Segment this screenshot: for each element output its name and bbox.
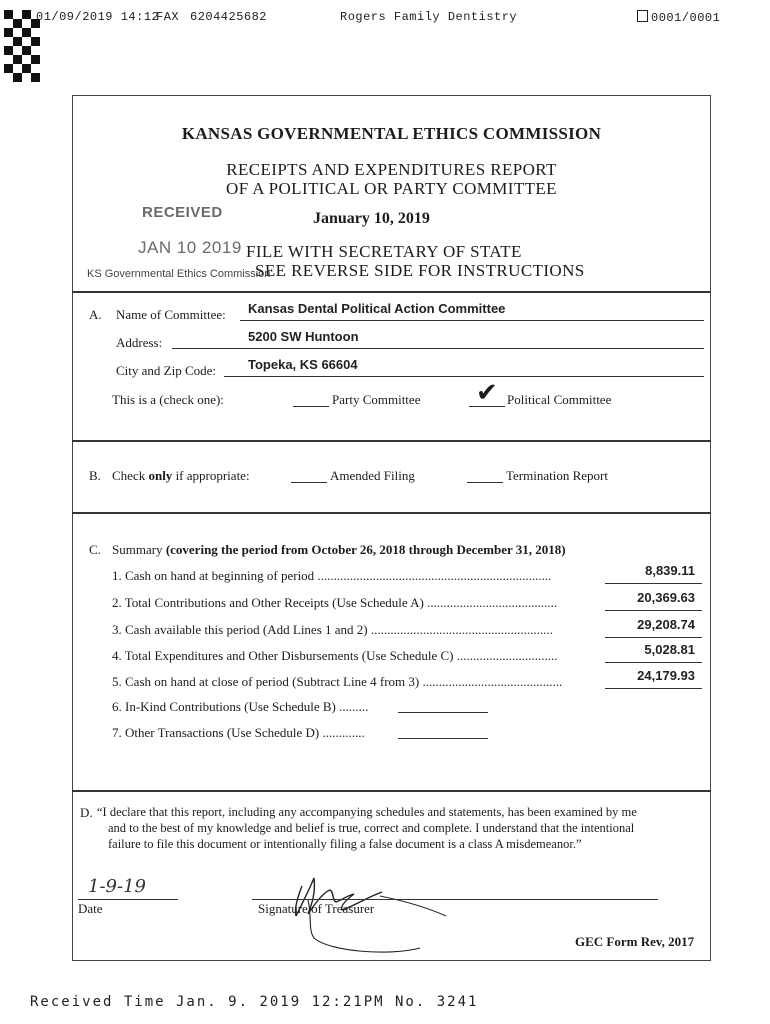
form-revision: GEC Form Rev, 2017 — [575, 934, 695, 949]
committee-type-label: This is a (check one): — [112, 392, 224, 407]
address-line — [172, 348, 704, 349]
committee-name-label: Name of Committee: — [116, 307, 226, 322]
signature-line — [252, 899, 658, 900]
committee-name-value: Kansas Dental Political Action Committee — [248, 301, 506, 316]
section-d-letter: D. — [80, 805, 93, 820]
reverse-side-instruction: SEE REVERSE SIDE FOR INSTRUCTIONS — [255, 261, 585, 280]
fax-page-count — [637, 10, 720, 25]
fax-page-icon — [637, 10, 648, 22]
summary-line-7: 7. Other Transactions (Use Schedule D) ............. — [112, 725, 365, 740]
summary-amount-line-1 — [605, 583, 702, 584]
summary-amount-line-3 — [605, 637, 702, 638]
amended-filing-checkbox[interactable] — [291, 482, 327, 483]
summary-line-4: 4. Total Expenditures and Other Disbursements (Use Schedule C) ............................... — [112, 648, 558, 663]
section-divider — [72, 512, 711, 514]
summary-amount-line-5 — [605, 688, 702, 689]
termination-report-checkbox[interactable] — [467, 482, 503, 483]
summary-heading — [112, 542, 566, 558]
received-time-footer: Received Time Jan. 9. 2019 12:21PM No. 3241 — [30, 994, 479, 1010]
section-b-label — [112, 468, 250, 484]
declaration-line-2: and to the best of my knowledge and belief is true, correct and complete. I understand that the intentional — [108, 821, 635, 835]
section-b-letter: B. — [89, 468, 101, 483]
party-committee-option: Party Committee — [332, 392, 421, 407]
address-value: 5200 SW Huntoon — [248, 329, 359, 344]
received-stamp-agency: KS Governmental Ethics Commission — [87, 268, 271, 280]
fax-datetime: 01/09/2019 14:12 — [36, 10, 160, 24]
summary-amount-line-4 — [605, 662, 702, 663]
city-zip-label: City and Zip Code: — [116, 363, 217, 378]
report-title-line2: OF A POLITICAL OR PARTY COMMITTEE — [226, 179, 557, 198]
political-committee-option: Political Committee — [507, 392, 612, 407]
section-divider — [72, 790, 711, 792]
section-c-letter: C. — [89, 542, 101, 557]
received-stamp: RECEIVED — [142, 204, 223, 221]
summary-amount-line-6 — [398, 712, 488, 713]
declaration-line-1: “I declare that this report, including any accompanying schedules and statements, has been examined by me — [97, 805, 637, 819]
checkmark-icon: ✔ — [476, 378, 498, 407]
section-b-label-pre: Check — [112, 468, 146, 483]
summary-label: Summary — [112, 542, 163, 557]
fax-number: 6204425682 — [190, 10, 268, 24]
summary-period: (covering the period from October 26, 2018 through December 31, 2018) — [165, 542, 566, 557]
summary-amount-1: 8,839.11 — [645, 563, 695, 578]
summary-amount-line-2 — [605, 610, 702, 611]
section-divider — [72, 440, 711, 442]
summary-amount-4: 5,028.81 — [644, 642, 695, 657]
fax-label: FAX — [156, 10, 180, 24]
section-b-label-post: if appropriate: — [175, 468, 250, 483]
termination-report-option: Termination Report — [506, 468, 608, 483]
fax-checker-pattern — [4, 10, 40, 90]
committee-name-line — [240, 320, 704, 321]
agency-title: KANSAS GOVERNMENTAL ETHICS COMMISSION — [181, 124, 602, 143]
file-with-instruction: FILE WITH SECRETARY OF STATE — [246, 242, 522, 261]
section-a-letter: A. — [89, 307, 102, 322]
address-label: Address: — [116, 335, 163, 350]
summary-line-6: 6. In-Kind Contributions (Use Schedule B) ......... — [112, 699, 369, 714]
party-committee-checkbox[interactable] — [293, 406, 329, 407]
summary-amount-5: 24,179.93 — [637, 668, 695, 683]
date-label: Date — [78, 901, 103, 916]
summary-line-2: 2. Total Contributions and Other Receipts (Use Schedule A) ........................................ — [112, 595, 558, 610]
received-stamp-date: JAN 10 2019 — [138, 238, 242, 257]
report-date: January 10, 2019 — [313, 210, 430, 227]
summary-line-5: 5. Cash on hand at close of period (Subtract Line 4 from 3) ........................................... — [112, 674, 563, 689]
summary-amount-2: 20,369.63 — [637, 590, 695, 605]
city-zip-value: Topeka, KS 66604 — [248, 357, 358, 372]
city-zip-line — [224, 376, 704, 377]
signature-label: Signature of Treasurer — [258, 901, 375, 916]
summary-amount-line-7 — [398, 738, 488, 739]
signed-date: 1-9-19 — [88, 876, 146, 897]
fax-sender: Rogers Family Dentistry — [340, 10, 518, 24]
fax-page-text: 0001/0001 — [651, 11, 721, 25]
summary-line-3: 3. Cash available this period (Add Lines 1 and 2) ........................................................ — [112, 622, 553, 637]
summary-line-1: 1. Cash on hand at beginning of period ........................................................................ — [112, 568, 552, 583]
section-divider — [72, 291, 711, 293]
amended-filing-option: Amended Filing — [330, 468, 415, 483]
date-line — [78, 899, 178, 900]
summary-amount-3: 29,208.74 — [637, 617, 695, 632]
section-b-label-only: only — [148, 468, 173, 483]
report-title-line1: RECEIPTS AND EXPENDITURES REPORT — [226, 160, 557, 179]
declaration-line-3: failure to file this document or intentionally filing a false document is a class A misdemeanor.” — [108, 837, 582, 851]
